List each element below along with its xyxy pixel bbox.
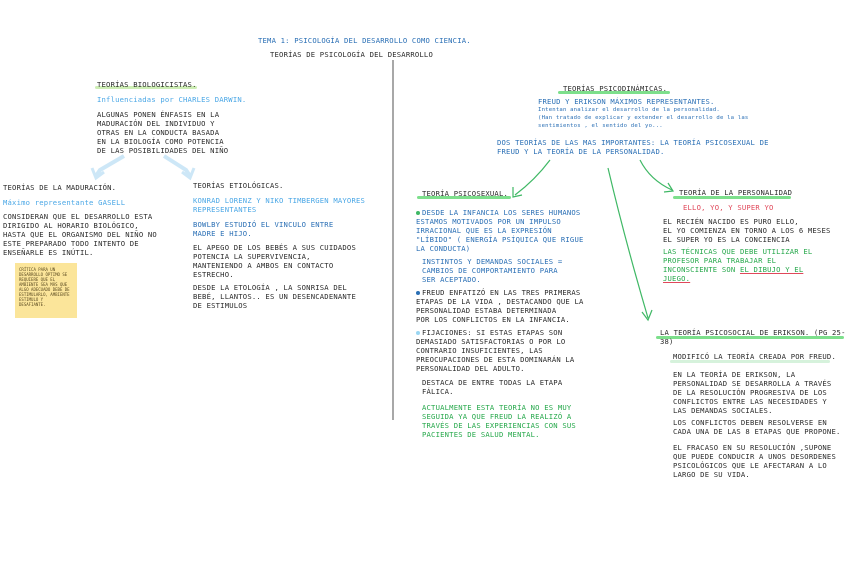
arrow-to-psicosexual-head xyxy=(513,187,522,197)
psi-intent: Intentan analizar el desarrollo de la personalidad. (Han tratado de explicar y extender el desarrollo de la las sentimientos , el sentido del yo... xyxy=(538,107,749,129)
sex-heading: TEORÍA PSICOSEXUAL. xyxy=(422,189,509,198)
sex-p2: INSTINTOS Y DEMANDAS SOCIALES = CAMBIOS DE COMPORTAMIENTO PARA SER ACEPTADO. xyxy=(422,257,563,284)
bio-influence: Influenciadas por CHARLES DARWIN. xyxy=(97,95,247,104)
arrow-to-personalidad xyxy=(640,160,672,190)
arrow-to-personalidad-head xyxy=(664,183,673,192)
per-text: EL RECIÉN NACIDO ES PURO ELLO, EL YO COMIENZA EN TORNO A LOS 6 MESES EL SUPER YO ES LA CONCIENCIA xyxy=(663,217,831,244)
per-heading: TEORÍA DE LA PERSONALIDAD xyxy=(679,188,793,197)
eri-p1: EN LA TEORÍA DE ERIKSON, LA PERSONALIDAD SE DESARROLLA A TRAVÉS DE LA RESOLUCIÓN PROGRESIVA DE LOS CONFLICTOS ENTRE LAS NECESIDADES Y LAS DEMANDAS SOCIALES. xyxy=(673,370,832,415)
sex-p4 xyxy=(416,328,574,373)
per-tech xyxy=(663,247,812,283)
mad-rep: Máximo representante GASELL xyxy=(3,198,126,207)
sticky-note xyxy=(15,263,77,318)
arrow-to-erikson xyxy=(608,168,648,318)
eti-text1: EL APEGO DE LOS BEBÉS A SUS CUIDADOS POTENCIA LA SUPERVIVENCIA, MANTENIENDO A AMBOS EN CONTACTO ESTRECHO. xyxy=(193,243,356,279)
per-tech-text: LAS TÉCNICAS QUE DEBE UTILIZAR EL PROFESOR PARA TRABAJAR EL INCONSCIENTE SON xyxy=(663,247,813,274)
sex-p5: DESTACA DE ENTRE TODAS LA ETAPA FÁLICA. xyxy=(422,378,563,396)
bio-heading: TEORÍAS BIOLOGICISTAS. xyxy=(97,80,197,89)
per-ego: ELLO, YO, Y SUPER YO xyxy=(683,203,774,212)
per-tech-emphasis: EL DIBUJO Y EL JUEGO. xyxy=(663,265,804,283)
psi-two: DOS TEORÍAS DE LAS MAS IMPORTANTES: LA TEORÍA PSICOSEXUAL DE FREUD Y LA TEORÍA DE LA PERSONALIDAD. xyxy=(497,138,769,156)
eri-p2: LOS CONFLICTOS DEBEN RESOLVERSE EN CADA UNA DE LAS 8 ETAPAS QUE PROPONE. xyxy=(673,418,841,436)
sex-p4-text: FIJACIONES: SI ESTAS ETAPAS SON DEMASIADO SATISFACTORIAS O POR LO CONTRARIO INSUFICIENTES, LAS PREOCUPACIONES DE ESTA DOMINARÁN LA PERSONALIDAD DEL ADULTO. xyxy=(416,328,575,373)
eti-bowlby: BOWLBY ESTUDIÓ EL VINCULO ENTRE MADRE E HIJO. xyxy=(193,220,334,238)
bullet-icon xyxy=(416,291,420,295)
arrow-to-psicosexual xyxy=(515,160,550,195)
page-title: TEMA 1: PSICOLOGÍA DEL DESARROLLO COMO CIENCIA. xyxy=(258,36,471,45)
mad-heading: TEORÍAS DE LA MADURACIÓN. xyxy=(3,183,117,192)
arrow-to-etiologicas xyxy=(164,156,190,176)
bio-text: ALGUNAS PONEN ÉNFASIS EN LA MADURACIÓN DEL INDIVIDUO Y OTRAS EN LA CONDUCTA BASADA EN LA BIOLOGÍA COMO POTENCIA DE LAS POSIBILIDADES DEL NIÑO xyxy=(97,110,229,155)
eri-p3: EL FRACASO EN SU RESOLUCIÓN ,SUPONE QUE PUEDE CONDUCIR A UNOS DESORDENES PSICOLÓGICOS QUE LE AFECTARAN A LO LARGO DE SU VIDA. xyxy=(673,443,836,479)
bullet-icon xyxy=(416,211,420,215)
sticky-text: CRÍTICA PARA UN DESARROLLO ÓPTIMO SE REQUIERE QUE EL AMBIENTE SEA MÁS QUE ALGO ADECUADO DEBE DE ESTIMULARLO, AMBIENTE ESTIMULO Y DESAFIANTE. xyxy=(19,267,70,307)
psi-reps: FREUD Y ERIKSON MÁXIMOS REPRESENTANTES. xyxy=(538,97,715,106)
sex-p3-text: FREUD ENFATIZÓ EN LAS TRES PRIMERAS ETAPAS DE LA VIDA , DESTACANDO QUE LA PERSONALIDAD ESTABA DETERMINADA POR LOS CONFLICTOS EN LA INFANCIA. xyxy=(416,288,584,324)
sex-p1-text: DESDE LA INFANCIA LOS SERES HUMANOS ESTAMOS MOTIVADOS POR UN IMPULSO IRRACIONAL QUE ES LA EXPRESIÓN "LÍBIDO" ( ENERGÍA PSÍQUICA QUE RIGUE LA CONDUCTA) xyxy=(416,208,584,253)
eri-mod: MODIFICÓ LA TEORÍA CREADA POR FREUD. xyxy=(673,352,836,361)
eti-heading: TEORÍAS ETIOLÓGICAS. xyxy=(193,181,284,190)
sex-p3 xyxy=(416,288,584,324)
eri-heading: LA TEORÍA PSICOSOCIAL DE ERIKSON. (PG 25-38) xyxy=(660,328,846,346)
sex-p1 xyxy=(416,208,584,253)
page-subtitle: TEORÍAS DE PSICOLOGÍA DEL DESARROLLO xyxy=(270,50,433,59)
bullet-icon xyxy=(416,331,420,335)
mad-text: CONSIDERAN QUE EL DESARROLLO ESTA DIRIGIDO AL HORARIO BIOLÓGICO, HASTA QUE EL ORGANISMO DEL NIÑO NO ESTE PREPARADO TODO INTENTO DE ENSEÑARLE ES INÚTIL. xyxy=(3,212,157,257)
sex-p6: ACTUALMENTE ESTA TEORÍA NO ES MUY SEGUIDA YA QUE FREUD LA REALIZÓ A TRAVÉS DE LAS EXPERIENCIAS CON SUS PACIENTES DE SALUD MENTAL. xyxy=(422,403,576,439)
psi-heading: TEORÍAS PSICODINÁMICAS. xyxy=(563,84,668,93)
eti-reps: KONRAD LORENZ Y NIKO TIMBERGEN MAYORES REPRESENTANTES xyxy=(193,196,366,214)
eti-text2: DESDE LA ETOLOGÍA , LA SONRISA DEL BEBÉ, LLANTOS.. ES UN DESENCADENANTE DE ESTIMULOS xyxy=(193,283,356,310)
